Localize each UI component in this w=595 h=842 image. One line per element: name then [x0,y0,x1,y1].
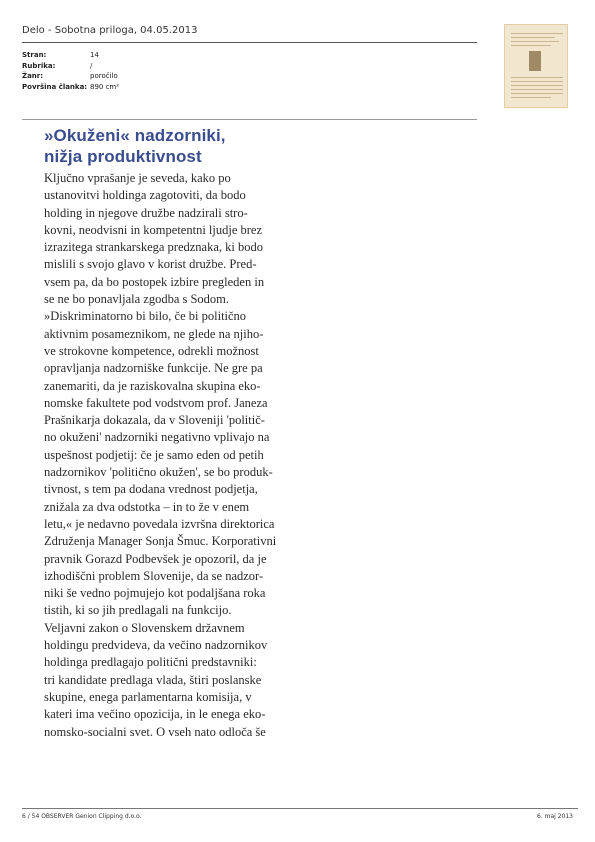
meta-value: 890 cm² [90,82,120,91]
thumbnail-line [511,37,555,38]
body-line: skupine, enega parlamentarna komisija, v [44,689,252,704]
body-line: kovni, neodvisni in kompetentni ljudje brez [44,222,263,237]
body-line: opravljanja nadzorniške funkcije. Ne gre pa [44,361,263,376]
thumbnail-picture [529,51,541,71]
body-line: holding in njegove družbe nadzirali stro- [44,205,248,220]
thumbnail-line [511,77,563,78]
meta-label: Rubrika: [22,61,56,70]
article-headline [44,125,226,167]
article-body [44,170,290,741]
body-line: uspešnost podjetij: če je samo eden od petih [44,447,264,462]
body-line: pravnik Gorazd Podbevšek je opozoril, da je [44,551,267,566]
meta-row-section [22,61,119,72]
body-line: aktivnim posameznikom, ne glede na njiho- [44,326,264,341]
body-line: ustanovitvi holdinga zagotoviti, da bodo [44,188,246,203]
thumbnail-line [511,89,563,90]
thumbnail-line [511,97,551,98]
meta-value: / [90,61,93,70]
body-line: Ključno vprašanje je seveda, kako po [44,171,231,185]
body-line: Veljavni zakon o Slovenskem državnem [44,620,245,635]
thumbnail-line [511,81,563,82]
meta-row-genre [22,71,119,82]
body-line: nadzornikov 'politično okužen', se bo produk- [44,465,273,480]
article-divider [22,119,477,120]
body-line: nomsko-socialni svet. O vseh nato odloča še [44,724,266,739]
footer-page-info: 6 / 54 OBSERVER Genion Clipping d.o.o. [22,813,142,820]
body-line: Združenja Manager Sonja Šmuc. Korporativni [44,534,277,549]
body-line: tistih, ki so jih predlagali na funkcijo. [44,603,232,618]
body-line: kateri ima večino opozicija, in le enega eko- [44,707,266,722]
meta-label: Površina članka: [22,82,88,91]
meta-label: Žanr: [22,72,44,80]
body-line: izhodiščni problem Slovenije, da se nadzor- [44,568,264,583]
thumbnail-line [511,41,559,42]
meta-row-page [22,50,119,61]
header-divider [22,42,477,43]
body-line: ve strokovne kompetence, odrekli možnost [44,343,259,358]
body-line: letu,« je nedavno povedala izvršna direktorica [44,516,275,531]
article-metadata [22,50,119,92]
meta-label: Stran: [22,51,47,59]
body-line: se ne bo ponavljala zgodba s Sodom. [44,292,230,307]
thumbnail-line [511,85,563,86]
headline-line: »Okuženi« nadzorniki, [44,126,226,145]
footer-date: 6. maj 2013 [537,813,573,820]
headline-line: nižja produktivnost [44,147,202,166]
thumbnail-line [511,93,563,94]
body-line: nomske fakultete pod vodstvom prof. Janeza [44,395,268,410]
meta-row-area [22,82,119,93]
body-line: holdinga predlagajo politični predstavniki: [44,655,257,670]
thumbnail-line [511,33,563,34]
publication-title: Delo - Sobotna priloga, 04.05.2013 [22,25,198,36]
body-line: tivnost, s tem pa dodana vrednost podjetja, [44,482,258,497]
body-line: holdingu predvideva, da večino nadzornikov [44,638,268,653]
meta-value: poročilo [90,72,118,80]
body-line: mislili s svojo glavo v korist družbe. Pred- [44,257,257,272]
body-line: »Diskriminatorno bi bilo, če bi politično [44,309,247,324]
body-line: no okuženi' nadzorniki negativno vplivajo na [44,430,270,445]
footer-divider [22,808,578,809]
meta-value: 14 [90,51,99,59]
body-line: niki še vedno pojmujejo kot podaljšana roka [44,586,266,601]
thumbnail-line [511,45,551,46]
body-line: vsem pa, da bo postopek izbire pregleden in [44,274,265,289]
body-line: tri kandidate predlaga vlada, štiri poslanske [44,672,262,687]
body-line: zanemariti, da je raziskovalna skupina eko- [44,378,261,393]
page-thumbnail [504,24,568,108]
body-line: Prašnikarja dokazala, da v Sloveniji 'politič- [44,413,265,428]
body-line: izrazitega strankarskega predznaka, ki bodo [44,240,263,255]
body-line: znižala za dva odstotka – in to že v enem [44,499,250,514]
